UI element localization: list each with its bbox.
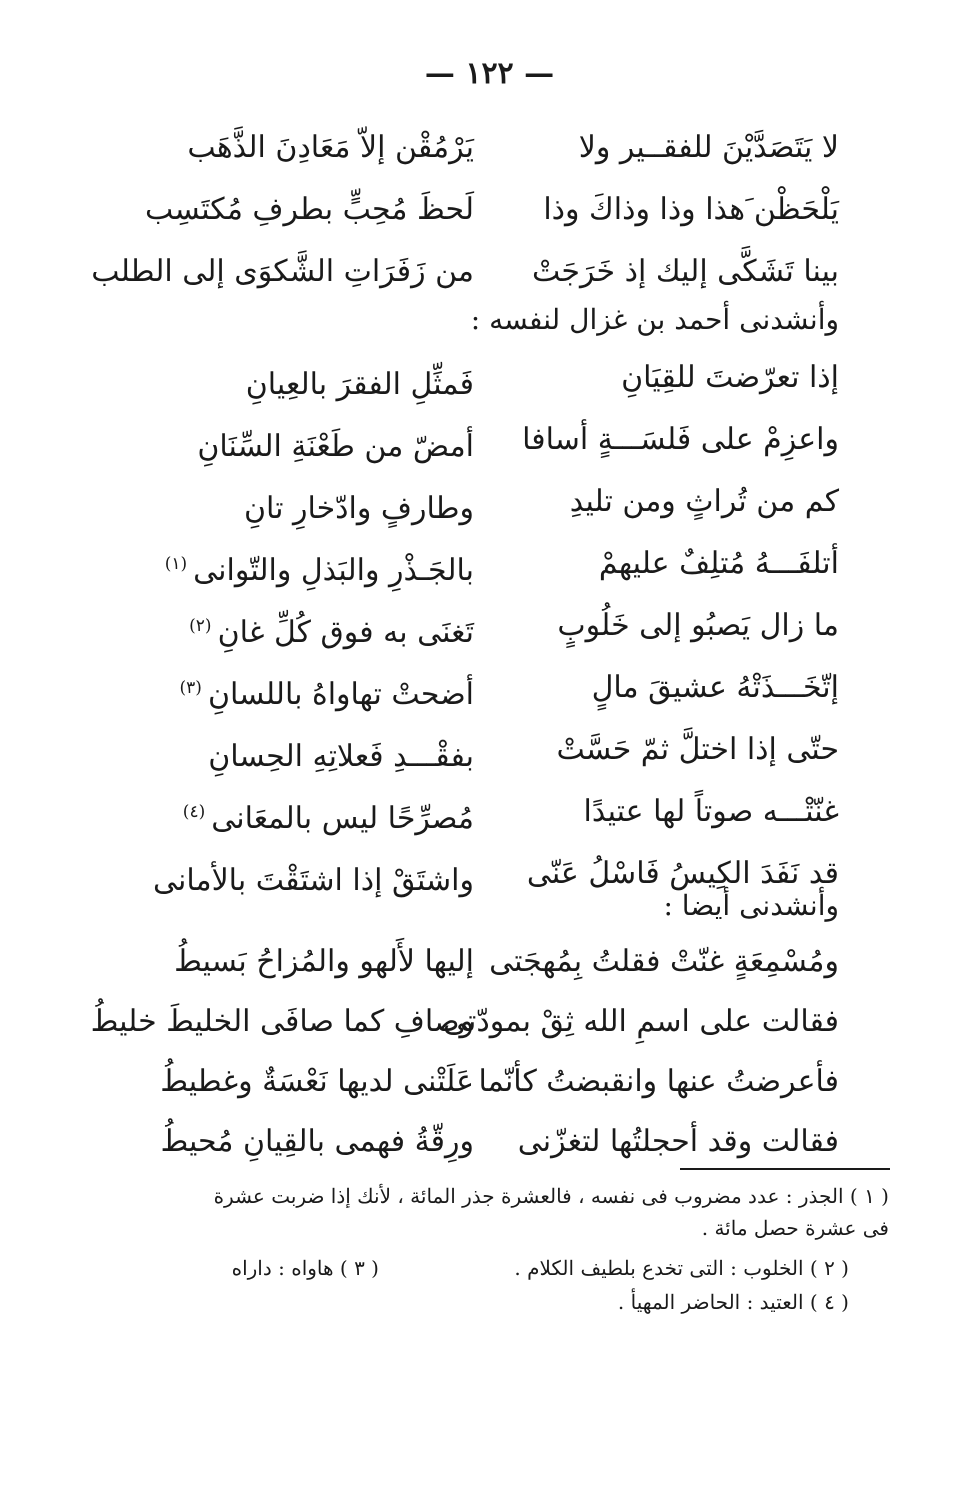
hemistich-second: وصافِ كما صافَى الخليطَ خليطُ — [90, 1004, 474, 1039]
hemistich-second: عَلَتْنى لديها نَعْسَةٌ وغطيطُ — [160, 1064, 474, 1099]
verse — [0, 472, 979, 532]
hemistich-first: كم من تُراثٍ ومن تليدِ — [569, 484, 839, 519]
hemistich-second: يَرْمُقْن إلاّ مَعَادِنَ الذَّهَب — [187, 130, 474, 165]
hemistich-second: لَحظَ مُحِبٍّ بطرفِ مُكتَسِب — [144, 192, 474, 227]
verse — [0, 1112, 979, 1172]
hemistich-first: فقالت وقد أحجلتُها لتغزّنى — [517, 1124, 839, 1159]
hemistich-first: لا يَتَصَدَّيْنَ للفقــير ولا — [578, 130, 839, 165]
hemistich-second: مُصرِّحًا ليس بالمعَانى$^{(٤)}$ — [182, 801, 474, 836]
verse — [0, 596, 979, 656]
footnote-1-continued: فى عشرة حصل مائة . — [701, 1216, 889, 1240]
verse — [0, 782, 979, 842]
hemistich-first: واعزِمْ على فَلسَـــةٍ أسافا — [522, 422, 839, 457]
hemistich-second: أمضّ من طَعْنَةِ السِّنَانِ — [197, 429, 474, 464]
hemistich-first: أتلفَـــهُ مُتلِفٌ عليهمْ — [598, 546, 839, 581]
hemistich-second: ورِقّةُ فهمى بالقِيانِ مُحيطُ — [160, 1124, 474, 1159]
footnote-mark: (٤) — [182, 802, 206, 822]
hemistich-second: وطارفٍ وادّخارِ تانِ — [243, 491, 474, 526]
verse — [0, 720, 979, 780]
hemistich-first: يَلْحَظْن َهذا وذا وذاكَ وذا — [543, 192, 839, 227]
footnote-4: ( ٤ ) العتيد : الحاضر المهيأ . — [617, 1290, 849, 1314]
hemistich-second: أضحتْ تهاواهُ باللسانِ$^{(٣)}$ — [179, 677, 474, 712]
hemistich-second: بالجَـذْرِ والبَذلِ والتّوانى$^{(١)}$ — [164, 553, 474, 588]
hemistich-second: من زَفَرَاتِ الشَّكوَى إلى الطلب — [91, 254, 474, 289]
verse — [0, 992, 979, 1052]
verse — [0, 534, 979, 594]
hemistich-first: ما زال يَصبُو إلى خَلُوبٍ — [557, 608, 839, 643]
hemistich-second: فَمثِّلِ الفقرَ بالعِيانِ — [245, 367, 474, 402]
footnote-mark: (١) — [164, 554, 188, 574]
verse — [0, 180, 979, 240]
hemistich-first: ومُسْمِعَةٍ غنّتْ فقلتُ بِمُهجَتى — [489, 944, 839, 979]
hemistich-second: إليها لأَلهو والمُزاحُ بَسيطُ — [174, 944, 474, 979]
verse — [0, 410, 979, 470]
footnote-2: ( ٢ ) الخلوب : التى تخدع بلطيف الكلام . — [514, 1256, 849, 1280]
verse — [0, 1052, 979, 1112]
hemistich-first: حتّى إذا اختلَّ ثمّ حَسَّتْ — [556, 732, 839, 767]
hemistich-first: غنّتْـــه صوتاً لها عتيدًا — [583, 794, 839, 829]
hemistich-second: بفقْـــدِ فَعلاتِهِ الحِسانِ — [208, 739, 474, 774]
hemistich-second: واشتَقْ إذا اشتَقْتَ بالأمانى — [153, 863, 474, 898]
hemistich-first: فقالت على اسمِ الله ثِقْ بمودّتى — [443, 1004, 839, 1039]
hemistich-first: فأعرضتُ عنها وانقبضتُ كأنّما — [478, 1064, 839, 1099]
verse — [0, 932, 979, 992]
hemistich-first: بينا تَشَكَّى إليك إذ خَرَجَتْ — [531, 254, 839, 289]
page-number: — ١٢٢ — — [424, 56, 555, 91]
hemistich-first: قد نَفَدَ الكِيسُ فَاسْلُ عَنّى — [526, 856, 839, 891]
footnote-mark: (٣) — [179, 678, 202, 698]
verse — [0, 118, 979, 178]
hemistich-first: إذا تعرّضتَ للقِيَانِ — [621, 360, 839, 395]
hemistich-second: تَغنَى به فوق كُلِّ غانِ$^{(٢)}$ — [189, 615, 474, 650]
verse — [0, 348, 979, 408]
hemistich-first: إتّخَـــذَتْهُ عشيقَ مالٍ — [591, 670, 839, 705]
intro-text: وأنشدنى أحمد بن غزال لنفسه : — [470, 303, 839, 336]
footnote-1: ( ١ ) الجذر : عدد مضروب فى نفسه ، فالعشرة جذر المائة ، لأنك إذا ضربت عشرة — [213, 1184, 889, 1208]
verse — [0, 658, 979, 718]
footnote-divider — [680, 1168, 890, 1170]
footnote-3: ( ٣ ) هاواه : داراه — [231, 1256, 379, 1280]
footnote-mark: (٢) — [189, 616, 212, 636]
intro-text: وأنشدنى أيضا : — [663, 889, 839, 922]
